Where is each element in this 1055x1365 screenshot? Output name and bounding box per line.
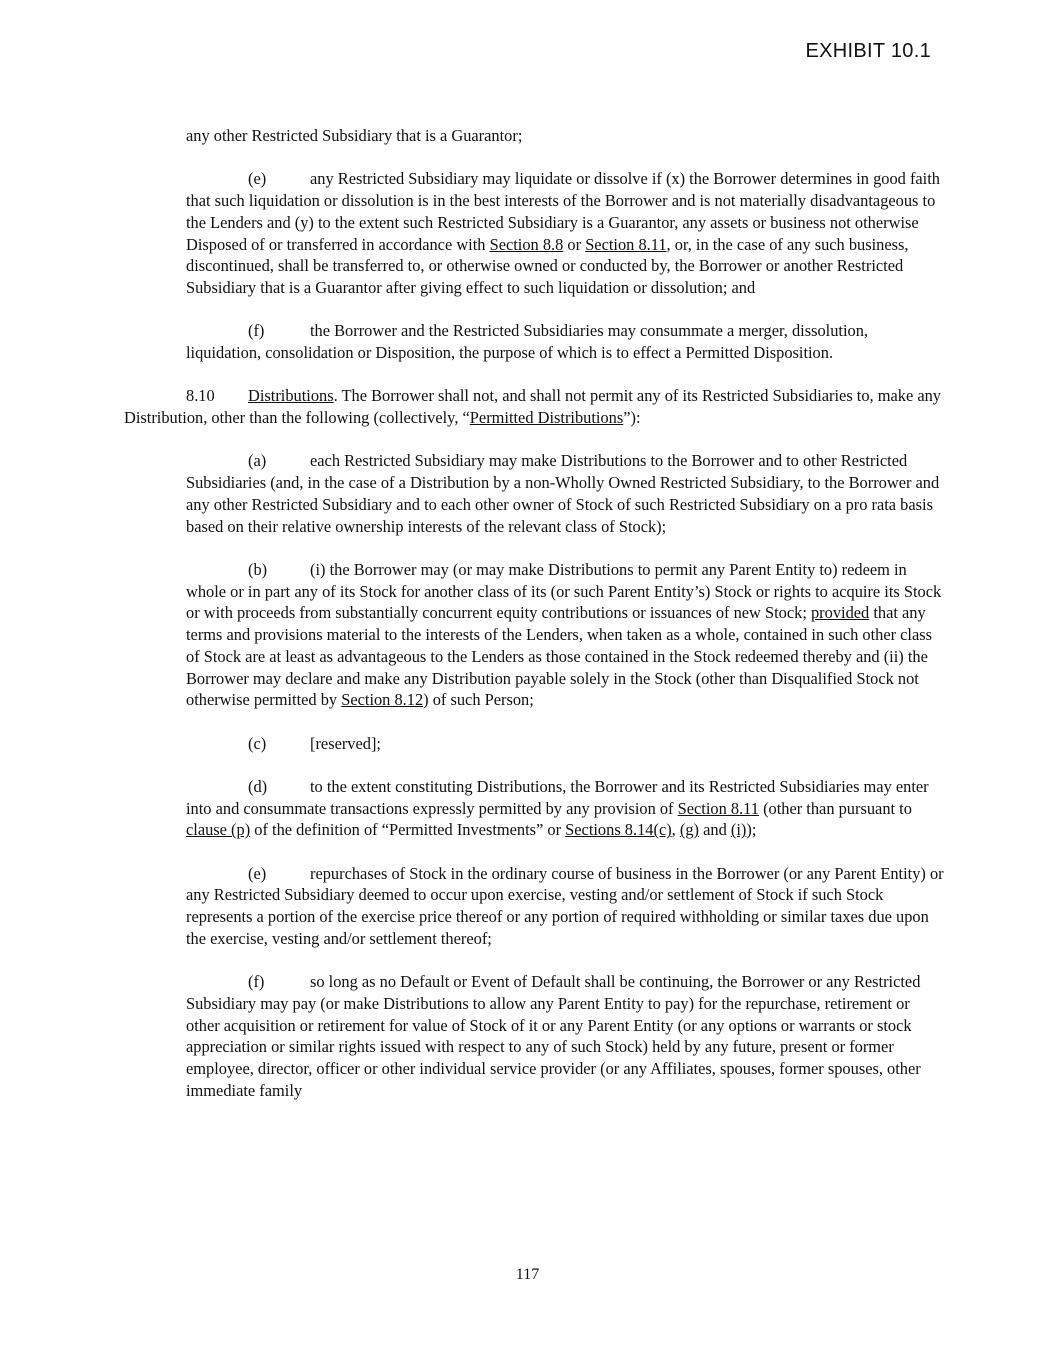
clause-label: (e)	[248, 169, 267, 189]
provided-term: provided	[810, 603, 870, 623]
clause-text: [reserved];	[310, 733, 381, 753]
clause-text: the Borrower and the Restricted Subsidiaries may consummate a merger, dissolution, liquidation, consolidation or Disposition, the purpose of which is to effect a Permitted Disposition.	[186, 321, 869, 362]
clause-d	[186, 776, 946, 841]
clause-text: repurchases of Stock in the ordinary course of business in the Borrower (or any Parent Entity) or any Restricted Subsidiary deemed to occur upon exercise, vesting and/or settlement of Stock if such Stock represents a portion of the exercise price thereof or any portion of required withholding or similar taxes due upon the exercise, vesting and/or settlement thereof;	[186, 863, 944, 948]
section-8-12-reference: Section 8.12	[341, 690, 424, 710]
clause-label: (e)	[248, 863, 267, 883]
clause-text: ,	[671, 820, 680, 840]
clause-a	[186, 450, 946, 537]
clause-text: or	[563, 234, 586, 254]
section-8-10-distributions	[124, 385, 946, 428]
clause-text: and	[699, 820, 731, 840]
clause-text: any Restricted Subsidiary may liquidate or dissolve if (x) the Borrower determines in good faith that such liquidation or dissolution is in the best interests of the Borrower and is not materially disadvantageous to the Lenders and (y) to the extent such Restricted Subsidiary is a Guarantor, any assets or business not otherwise Disposed of or transferred in accordance with	[186, 169, 940, 254]
intro-paragraph: any other Restricted Subsidiary that is a Guarantor;	[186, 126, 523, 145]
clause-c	[186, 733, 946, 755]
clause-f-repurchase-employees	[186, 971, 946, 1101]
section-number: 8.10	[186, 386, 215, 406]
section-8-11-reference: Section 8.11	[585, 234, 667, 254]
clause-label: (c)	[248, 733, 267, 753]
clause-b	[186, 559, 946, 711]
clause-label: (b)	[248, 559, 268, 579]
clause-f-merger	[186, 320, 946, 363]
clause-text: ) of such Person;	[423, 690, 534, 710]
document-body	[124, 125, 946, 1123]
clause-text: each Restricted Subsidiary may make Distributions to the Borrower and to other Restricted Subsidiaries (and, in the case of a Distribution by a non-Wholly Owned Restricted Subsidiary, to the Borrower and any other Restricted Subsidiary and to each other owner of Stock of such Restricted Subsidiary on a pro rata basis based on their relative ownership interests of the relevant class of Stock);	[186, 451, 940, 536]
section-text: ”):	[623, 408, 641, 428]
sections-8-14-c-reference: Sections 8.14(c)	[565, 820, 672, 840]
section-8-11-reference: Section 8.11	[677, 798, 759, 818]
clause-text: );	[746, 820, 757, 840]
exhibit-label: EXHIBIT 10.1	[805, 40, 931, 62]
clause-p-reference: clause (p)	[186, 820, 251, 840]
clause-e-liquidation	[186, 168, 946, 298]
section-text: . The Borrower shall not, and shall not permit any of its Restricted Subsidiaries to, make any Distribution, other than the following (collectively, “	[124, 386, 942, 428]
clause-e-repurchases	[186, 863, 946, 950]
clause-text: (i) the Borrower may (or may make Distributions to permit any Parent Entity to) redeem in whole or in part any of its Stock for another class of its (or such Parent Entity’s) Stock or rights to acquire its Stock or with proceeds from substantially concurrent equity contributions or issuances of new Stock;	[186, 559, 942, 623]
defined-term: Permitted Distributions	[469, 408, 624, 428]
clause-g-reference: (g)	[679, 820, 699, 840]
clause-label: (f)	[248, 321, 265, 341]
clause-text: (other than pursuant to	[758, 798, 912, 818]
clause-text: that any terms and provisions material to the interests of the Lenders, when taken as a whole, contained in such other class of Stock are at least as advantageous to the Lenders as those contained in the Stock redeemed thereby and (ii) the Borrower may declare and make any Distribution payable solely in the Stock (other than Disqualified Stock not otherwise permitted by	[186, 603, 933, 710]
page-number: 117	[515, 1266, 540, 1283]
clause-label: (d)	[248, 776, 268, 796]
section-8-8-reference: Section 8.8	[489, 234, 564, 254]
clause-text: of the definition of “Permitted Investments” or	[250, 820, 566, 840]
clause-text: , or, in the case of any such business, discontinued, shall be transferred to, or otherwise owned or conducted by, the Borrower or another Restricted Subsidiary that is a Guarantor after giving effect to such liquidation or dissolution; and	[186, 234, 909, 297]
section-heading: Distributions	[248, 386, 334, 406]
clause-text: to the extent constituting Distributions, the Borrower and its Restricted Subsidiaries may enter into and consummate transactions expressly permitted by any provision of	[186, 776, 929, 818]
clause-label: (f)	[248, 972, 265, 992]
clause-label: (a)	[248, 451, 267, 471]
clause-text: so long as no Default or Event of Default shall be continuing, the Borrower or any Restricted Subsidiary may pay (or make Distributions to allow any Parent Entity to pay) for the repurchase, retirement or other acquisition or retirement for value of Stock of it or any Parent Entity (or any options or warrants or stock appreciation or similar rights issued with respect to any of such Stock) held by any future, present or former employee, director, officer or other individual service provider (or any Affiliates, spouses, former spouses, other immediate family	[186, 972, 921, 1100]
clause-i-reference: (i)	[730, 820, 747, 840]
